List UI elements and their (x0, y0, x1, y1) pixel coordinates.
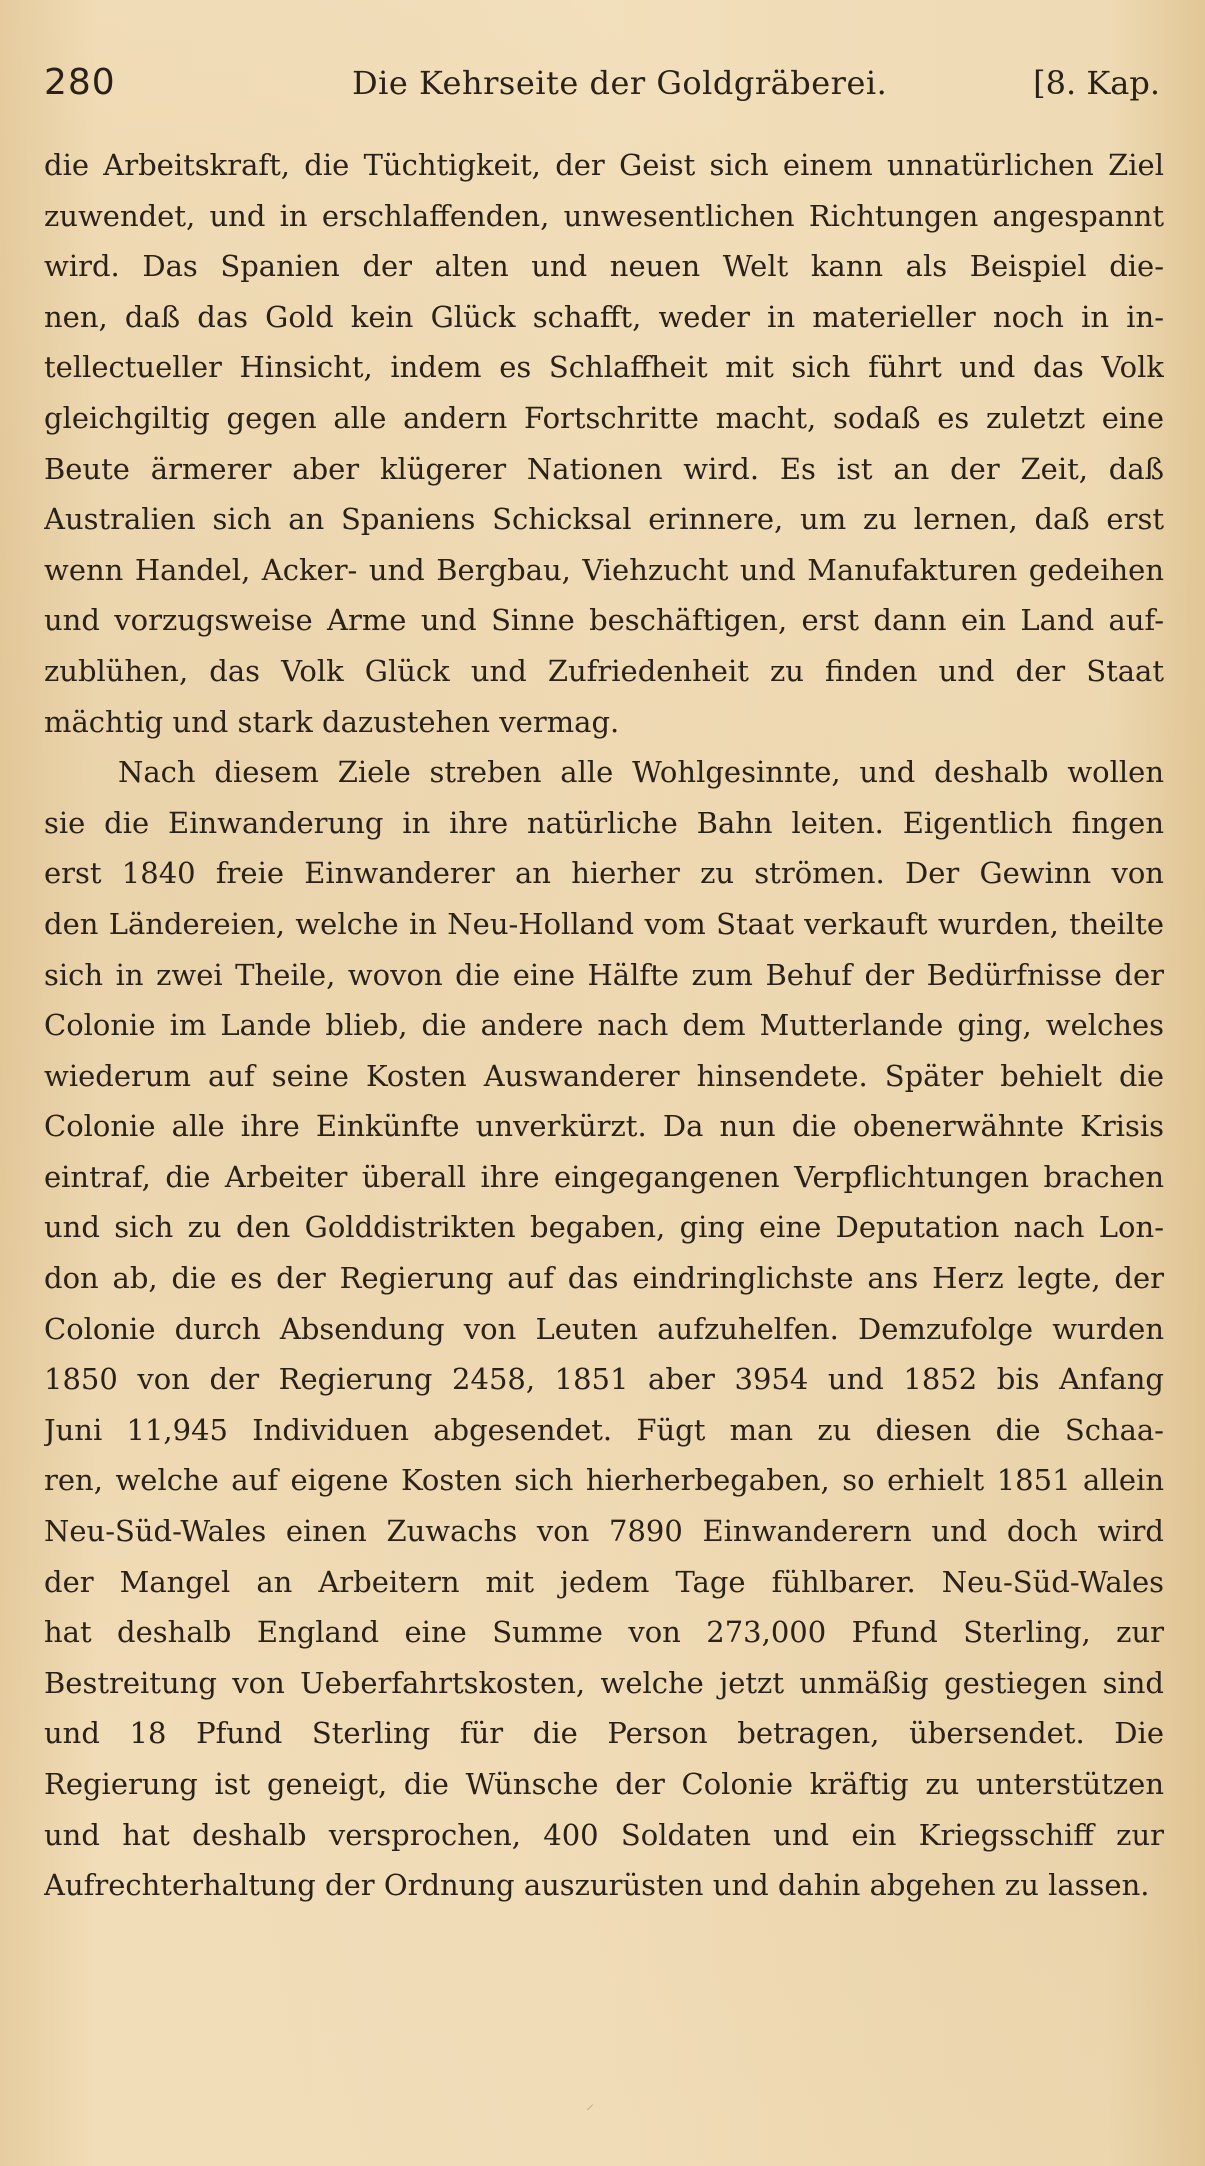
text-line: Colonie durch Absendung von Leuten aufzuhelfen. Demzufolge wurden (44, 1311, 1164, 1346)
paragraph-end-line: Aufrechterhaltung der Ordnung auszurüsten und dahin abgehen zu lassen. (44, 1868, 1150, 1903)
text-line: sie die Einwanderung in ihre natürliche Bahn leiten. Eigentlich fingen (44, 805, 1164, 840)
text-line: und sich zu den Golddistrikten begaben, ging eine Deputation nach Lon- (44, 1210, 1164, 1245)
text-line: 1850 von der Regierung 2458, 1851 aber 3954 und 1852 bis Anfang (44, 1362, 1164, 1397)
text-line: und 18 Pfund Sterling für die Person betragen, übersendet. Die (44, 1716, 1164, 1751)
text-line: tellectueller Hinsicht, indem es Schlaffheit mit sich führt und das Volk (44, 350, 1164, 385)
text-line: erst 1840 freie Einwanderer an hierher zu strömen. Der Gewinn von (44, 856, 1164, 891)
paragraph-start-line: Nach diesem Ziele streben alle Wohlgesinnte, und deshalb wollen (118, 755, 1164, 790)
text-line: hat deshalb England eine Summe von 273,000 Pfund Sterling, zur (44, 1615, 1164, 1650)
chapter-reference: [8. Kap. (1033, 64, 1160, 102)
text-line: den Ländereien, welche in Neu-Holland vom Staat verkauft wurden, theilte (44, 906, 1164, 941)
text-line: die Arbeitskraft, die Tüchtigkeit, der Geist sich einem unnatürlichen Ziel (44, 148, 1164, 182)
text-line: der Mangel an Arbeitern mit jedem Tage fühlbarer. Neu-Süd-Wales (44, 1564, 1164, 1599)
text-line: Australien sich an Spaniens Schicksal erinnere, um zu lernen, daß erst (44, 502, 1164, 537)
text-line: gleichgiltig gegen alle andern Fortschritte macht, sodaß es zuletzt eine (44, 400, 1164, 435)
text-line: wird. Das Spanien der alten und neuen Welt kann als Beispiel die- (44, 249, 1164, 284)
body-text (44, 140, 1164, 1911)
text-line: Colonie im Lande blieb, die andere nach dem Mutterlande ging, welches (44, 1008, 1164, 1043)
text-line: eintraf, die Arbeiter überall ihre eingegangenen Verpflichtungen brachen (44, 1159, 1164, 1194)
text-line: Juni 11,945 Individuen abgesendet. Fügt man zu diesen die Schaa- (44, 1412, 1164, 1447)
text-line: zuwendet, und in erschlaffenden, unwesentlichen Richtungen angespannt (44, 198, 1164, 233)
text-line: wiederum auf seine Kosten Auswanderer hinsendete. Später behielt die (44, 1058, 1164, 1093)
page-header (44, 62, 1164, 114)
text-line: sich in zwei Theile, wovon die eine Hälfte zum Behuf der Bedürfnisse der (44, 957, 1164, 992)
text-line: und hat deshalb versprochen, 400 Soldaten und ein Kriegsschiff zur (44, 1817, 1164, 1852)
text-line: Beute ärmerer aber klügerer Nationen wird. Es ist an der Zeit, daß (44, 451, 1164, 486)
text-line: wenn Handel, Acker- und Bergbau, Viehzucht und Manufakturen gedeihen (44, 552, 1164, 587)
text-line: Regierung ist geneigt, die Wünsche der Colonie kräftig zu unterstützen (44, 1767, 1164, 1801)
running-title: Die Kehrseite der Goldgräberei. (352, 64, 888, 102)
text-line: Colonie alle ihre Einkünfte unverkürzt. Da nun die obenerwähnte Krisis (44, 1109, 1164, 1144)
text-line: don ab, die es der Regierung auf das eindringlichste ans Herz legte, der (44, 1261, 1164, 1296)
text-line: Bestreitung von Ueberfahrtskosten, welche jetzt unmäßig gestiegen sind (44, 1665, 1164, 1700)
text-line: ren, welche auf eigene Kosten sich hierherbegaben, so erhielt 1851 allein (44, 1463, 1164, 1498)
text-line: Neu-Süd-Wales einen Zuwachs von 7890 Einwanderern und doch wird (44, 1514, 1164, 1549)
ink-mark-icon: ⸝ (586, 2094, 595, 2113)
text-line: zublühen, das Volk Glück und Zufriedenheit zu finden und der Staat (44, 653, 1164, 688)
page-number: 280 (44, 62, 116, 103)
text-line: und vorzugsweise Arme und Sinne beschäftigen, erst dann ein Land auf- (44, 603, 1164, 638)
paragraph-end-line: mächtig und stark dazustehen vermag. (44, 704, 620, 739)
text-line: nen, daß das Gold kein Glück schafft, weder in materieller noch in in- (44, 299, 1164, 334)
